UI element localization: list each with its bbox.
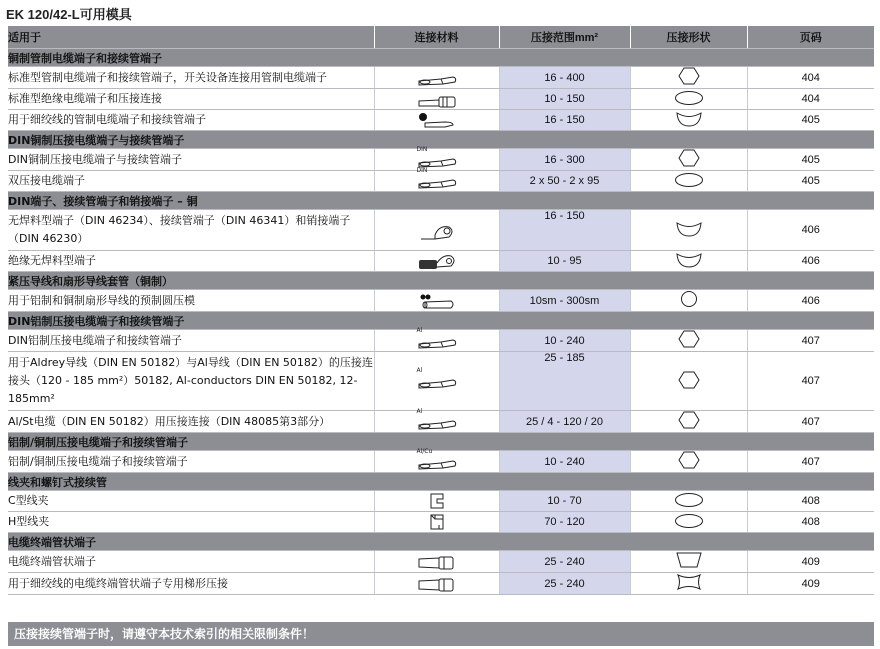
table-row: [8, 251, 874, 272]
application-cell: C型线夹: [8, 491, 374, 512]
material-tag: DIN: [416, 167, 428, 174]
material-cell: [374, 326, 499, 352]
crescent-shape-icon: [630, 210, 747, 251]
section-title: DIN铝制压接电缆端子和接续管端子: [8, 312, 874, 330]
sleeve-icon: [415, 292, 459, 310]
page-cell: 406: [747, 290, 874, 312]
table-row: [8, 67, 874, 89]
table-row: [8, 330, 874, 352]
oval-shape-icon: [630, 512, 747, 533]
page-cell: 408: [747, 512, 874, 533]
lug-icon: [415, 69, 459, 87]
range-cell: 25 - 185: [499, 352, 630, 411]
table-row: [8, 451, 874, 473]
table-row: [8, 512, 874, 533]
material-tag: Al/Cu: [416, 447, 433, 455]
section-header: [8, 272, 874, 290]
ferrule-icon: [415, 575, 459, 593]
range-cell: 16 - 400: [499, 67, 630, 89]
oval-shape-icon: [630, 171, 747, 192]
page-cell: 405: [747, 171, 874, 192]
page-cell: 404: [747, 89, 874, 110]
table-row: [8, 290, 874, 312]
hexagon-shape-icon: [630, 411, 747, 433]
page-cell: 407: [747, 330, 874, 352]
page-cell: 406: [747, 210, 874, 251]
section-header: [8, 49, 874, 67]
page-cell: 406: [747, 251, 874, 272]
range-cell: 10 - 95: [499, 251, 630, 272]
table-row: [8, 551, 874, 573]
header-material: 连接材料: [374, 26, 499, 49]
table-row: [8, 149, 874, 171]
material-cell: [374, 167, 499, 192]
range-cell: 16 - 150: [499, 210, 630, 251]
oval-shape-icon: [630, 89, 747, 110]
page-cell: 408: [747, 491, 874, 512]
range-cell: 10 - 240: [499, 451, 630, 473]
range-cell: 10 - 240: [499, 330, 630, 352]
range-cell: 10sm - 300sm: [499, 290, 630, 312]
page-cell: 409: [747, 551, 874, 573]
material-cell: [374, 67, 499, 89]
hexagon-shape-icon: [630, 67, 747, 89]
section-title: 铝制/铜制压接电缆端子和接续管端子: [8, 433, 874, 451]
ferrule-icon: [415, 553, 459, 571]
al-lug-icon: [415, 367, 459, 390]
table-row: [8, 411, 874, 433]
range-cell: 70 - 120: [499, 512, 630, 533]
table-row: [8, 110, 874, 131]
section-title: DIN铜制压接电缆端子与接续管端子: [8, 131, 874, 149]
insulated-ring-icon: [415, 252, 459, 270]
hexagon-shape-icon: [630, 451, 747, 473]
table-header: [8, 26, 874, 49]
al-lug-icon: [415, 326, 459, 350]
material-cell: [374, 89, 499, 110]
range-cell: 10 - 150: [499, 89, 630, 110]
section-title: 电缆终端管状端子: [8, 533, 874, 551]
material-cell: [374, 145, 499, 171]
range-cell: 2 x 50 - 2 x 95: [499, 171, 630, 192]
crescent-shape-icon: [630, 110, 747, 131]
application-cell: 标准型绝缘电缆端子和压接连接: [8, 89, 374, 110]
table-row: [8, 171, 874, 192]
application-cell: DIN铝制压接电缆端子和接续管端子: [8, 330, 374, 352]
crescent-shape-icon: [630, 251, 747, 272]
material-cell: [374, 290, 499, 312]
alcu-lug-icon: [415, 447, 459, 471]
material-cell: [374, 512, 499, 533]
insulated-lug-icon: [415, 90, 459, 108]
material-cell: [374, 447, 499, 473]
material-cell: [374, 110, 499, 131]
header-page: 页码: [747, 26, 874, 49]
material-tag: Al: [416, 367, 423, 374]
page-cell: 404: [747, 67, 874, 89]
range-cell: 10 - 70: [499, 491, 630, 512]
page-title: EK 120/42-L可用模具: [6, 7, 132, 22]
page-cell: 407: [747, 352, 874, 411]
section-header: [8, 131, 874, 149]
page-cell: 407: [747, 451, 874, 473]
application-cell: 电缆终端管状端子: [8, 551, 374, 573]
section-header: [8, 533, 874, 551]
material-cell: [374, 573, 499, 595]
application-cell: 用于细绞线的管制电缆端子和接续管端子: [8, 110, 374, 131]
material-tag: Al: [416, 407, 423, 415]
header-shape: 压接形状: [630, 26, 747, 49]
material-cell: [374, 210, 499, 251]
table-row: [8, 210, 874, 251]
page-cell: 407: [747, 411, 874, 433]
table-row: [8, 573, 874, 595]
application-cell: 用于Aldrey导线（DIN EN 50182）与Al导线（DIN EN 50182）的压接连接头（120 - 185 mm²）50182, Al-conductors DIN EN 50182, 12-185mm²: [8, 352, 374, 411]
section-header: [8, 312, 874, 330]
table-row: [8, 89, 874, 110]
oval-shape-icon: [630, 491, 747, 512]
range-cell: 25 - 240: [499, 551, 630, 573]
page-cell: 405: [747, 149, 874, 171]
material-tag: Al: [416, 326, 423, 334]
material-cell: [374, 551, 499, 573]
section-title: 线夹和螺钉式接续管: [8, 473, 874, 491]
application-cell: 绝缘无焊料型端子: [8, 251, 374, 272]
h-clamp-icon: [415, 513, 459, 531]
material-cell: [374, 407, 499, 433]
al-lug-icon: [415, 407, 459, 431]
lug-dot-icon: [415, 111, 459, 129]
table-row: [8, 352, 874, 411]
hexagon-shape-icon: [630, 149, 747, 171]
din-lug-icon: [415, 145, 459, 169]
range-cell: 16 - 150: [499, 110, 630, 131]
section-title: 铜制管制电缆端子和接续管端子: [8, 49, 874, 67]
material-cell: [374, 352, 499, 411]
application-cell: 双压接电缆端子: [8, 171, 374, 192]
c-clamp-icon: [415, 492, 459, 510]
application-cell: 无焊料型端子（DIN 46234）、接续管端子（DIN 46341）和销接端子（DIN 46230）: [8, 210, 374, 251]
page-cell: 405: [747, 110, 874, 131]
material-cell: [374, 491, 499, 512]
table-row: [8, 491, 874, 512]
section-header: [8, 433, 874, 451]
hexagon-shape-icon: [630, 330, 747, 352]
header-range: 压接范围mm²: [499, 26, 630, 49]
material-tag: DIN: [416, 145, 428, 153]
material-cell: [374, 251, 499, 272]
section-title: 紧压导线和扇形导线套管（铜制）: [8, 272, 874, 290]
ring-lug-icon: [415, 221, 459, 239]
application-cell: 标准型管制电缆端子和接续管端子，开关设备连接用管制电缆端子: [8, 67, 374, 89]
section-title: DIN端子、接续管端子和销接端子 – 铜: [8, 192, 874, 210]
circle-shape-icon: [630, 290, 747, 312]
range-cell: 25 / 4 - 120 / 20: [499, 411, 630, 433]
section-header: [8, 192, 874, 210]
header-application: 适用于: [8, 26, 374, 49]
application-cell: DIN铜制压接电缆端子与接续管端子: [8, 149, 374, 171]
application-cell: H型线夹: [8, 512, 374, 533]
hexagon-shape-icon: [630, 352, 747, 411]
indent-shape-icon: [630, 573, 747, 595]
application-cell: Al/St电缆（DIN EN 50182）用压接连接（DIN 48085第3部分）: [8, 411, 374, 433]
application-cell: 用于铝制和铜制扇形导线的预制圆压模: [8, 290, 374, 312]
page-cell: 409: [747, 573, 874, 595]
footer-note: 压接接续管端子时，请遵守本技术索引的相关限制条件！: [8, 622, 874, 646]
din-lug-icon: [415, 167, 459, 190]
range-cell: 16 - 300: [499, 149, 630, 171]
range-cell: 25 - 240: [499, 573, 630, 595]
trapezoid-shape-icon: [630, 551, 747, 573]
section-header: [8, 473, 874, 491]
application-cell: 用于细绞线的电缆终端管状端子专用梯形压接: [8, 573, 374, 595]
application-cell: 铝制/铜制压接电缆端子和接续管端子: [8, 451, 374, 473]
die-table: [8, 26, 874, 595]
